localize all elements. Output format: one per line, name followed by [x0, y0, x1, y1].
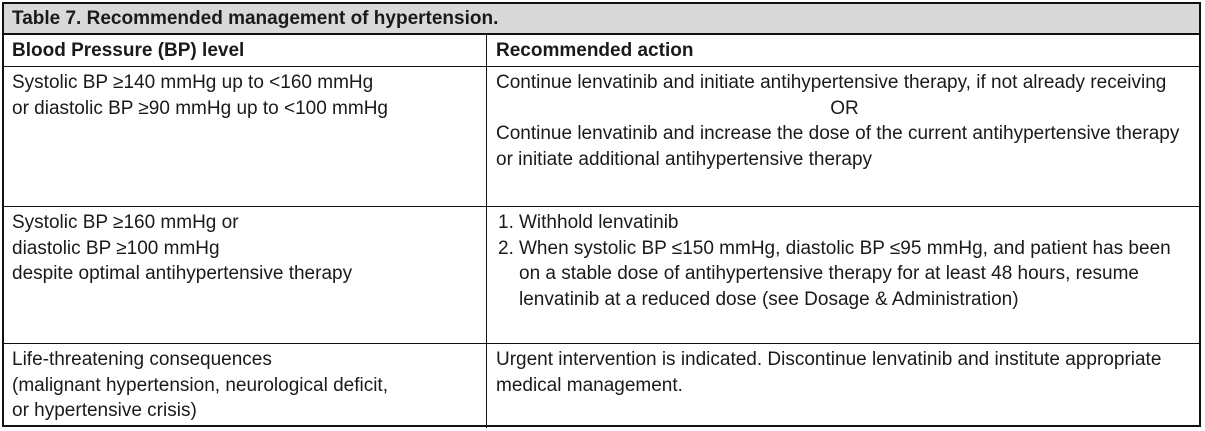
- column-header-recommended-action: Recommended action: [496, 40, 694, 61]
- bp-level-cell: [4, 67, 487, 206]
- step-text: Withhold lenvatinib: [519, 212, 679, 233]
- action-steps-list: [496, 210, 1193, 312]
- action-option-1: Continue lenvatinib and initiate antihypertensive therapy, if not already receiving: [496, 72, 1167, 93]
- bp-level-line: despite optimal antihypertensive therapy: [12, 263, 353, 284]
- step-number: 1.: [498, 212, 514, 233]
- action-option-2: Continue lenvatinib and increase the dose of the current antihypertensive therapy or initiate additional antihypertensive therapy: [496, 123, 1180, 170]
- bp-level-line: Life-threatening consequences: [12, 349, 272, 370]
- action-text: Urgent intervention is indicated. Discontinue lenvatinib and institute appropriate medical management.: [496, 349, 1162, 396]
- table-caption: Table 7. Recommended management of hypertension.: [4, 4, 1199, 35]
- table-row: [4, 344, 1199, 428]
- column-header-bp-level: Blood Pressure (BP) level: [4, 35, 487, 66]
- bp-level-line: (malignant hypertension, neurological deficit,: [12, 374, 388, 396]
- recommended-action-cell: [487, 67, 1199, 206]
- recommended-action-cell: [487, 344, 1199, 428]
- list-item: [496, 236, 1193, 313]
- list-item: [496, 210, 1193, 236]
- hypertension-management-table: [2, 2, 1201, 427]
- bp-level-line: diastolic BP ≥100 mmHg: [12, 237, 220, 259]
- bp-level-line: or diastolic BP ≥90 mmHg up to <100 mmHg: [12, 97, 388, 119]
- or-separator: OR: [830, 97, 859, 119]
- bp-level-line: Systolic BP ≥160 mmHg or: [12, 212, 239, 233]
- step-number: 2.: [498, 237, 514, 259]
- bp-level-cell: [4, 344, 487, 428]
- bp-level-cell: [4, 207, 487, 343]
- table-row: [4, 207, 1199, 344]
- table-header-row: [4, 35, 1199, 67]
- table-row: [4, 67, 1199, 207]
- recommended-action-cell: [487, 207, 1199, 343]
- bp-level-line: or hypertensive crisis): [12, 400, 197, 421]
- step-text: When systolic BP ≤150 mmHg, diastolic BP ≤95 mmHg, and patient has been on a stable dose of antihypertensive therapy for at least 48 hours, resume lenvatinib at a reduced dose (see Dosage & Administration): [519, 237, 1171, 310]
- bp-level-line: Systolic BP ≥140 mmHg up to <160 mmHg: [12, 72, 374, 93]
